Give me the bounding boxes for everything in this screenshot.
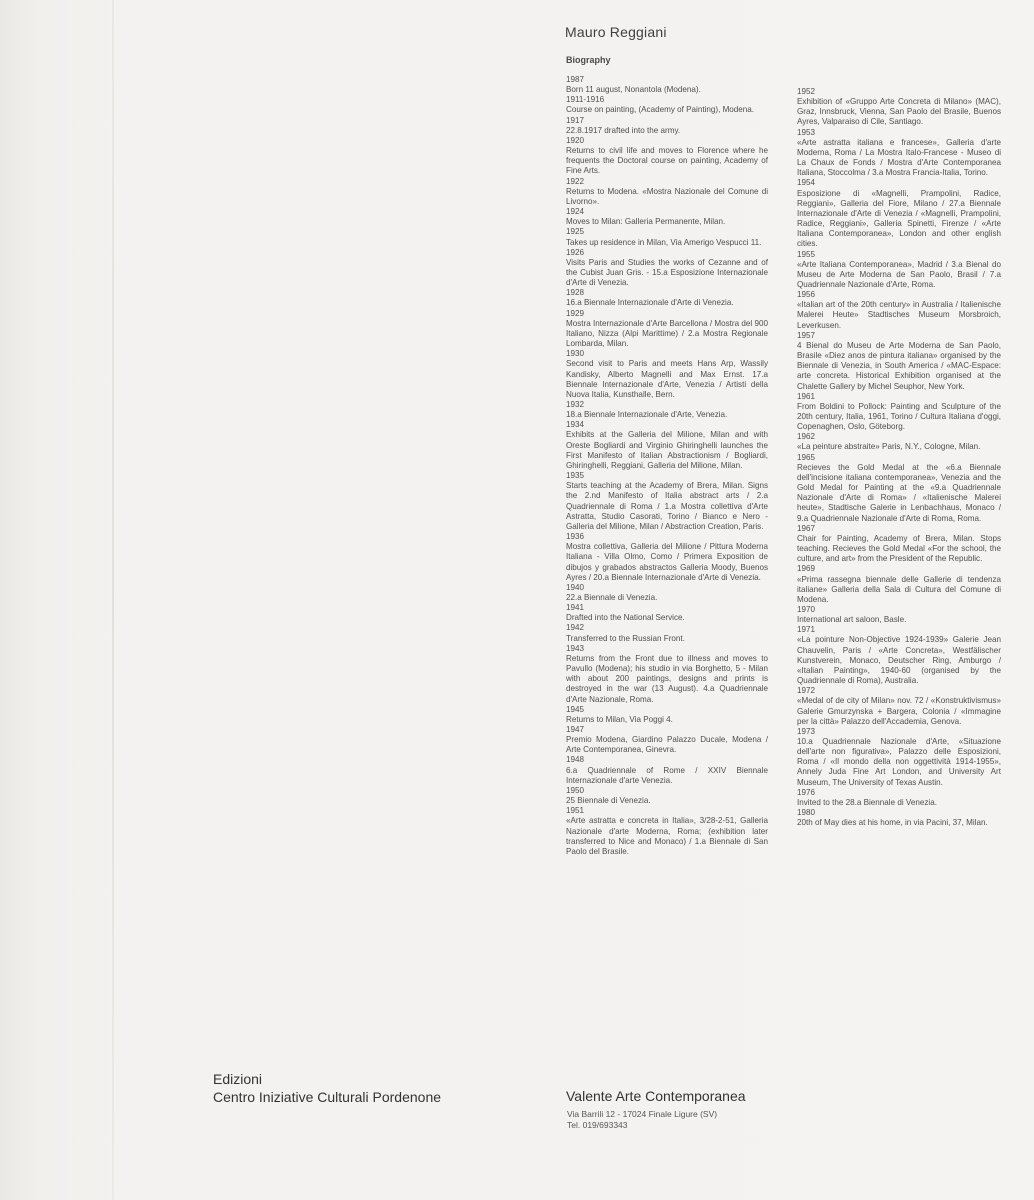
entry-text: From Boldini to Pollock: Painting and Sculpture of the 20th century, Italia, 1961, Torino / Cultura Italiana d'oggi, Copenaghen, Oslo, Göteborg. [797, 401, 1001, 432]
entry-text: Transferred to the Russian Front. [566, 633, 685, 643]
biography-entry [566, 95, 768, 115]
biography-entry [566, 755, 768, 785]
entry-year: 1961 [797, 391, 816, 401]
entry-text: Esposizione di «Magnelli, Prampolini, Radice, Reggiani», Galleria del Fiore, Milano / 27.a Biennale Internazionale d'Arte di Venezia / «Magnelli, Prampolini, Radice, Reggiani», Galleria Spinetti, Firenze / «Arte Italiana Contemporanea», London and other english cities. [797, 188, 1001, 249]
entry-text: Starts teaching at the Academy of Brera, Milan. Signs the 2.nd Manifesto of Italia abstract arts / 2.a Quadriennale di Roma / 1.a Mostra collettiva d'Arte Astratta, Studio Casorati, Torino / Bianco e Nero - Galleria del Milione, Milan / Abstraction Creation, Paris. [566, 481, 768, 531]
entry-year: 1911-1916 [566, 95, 605, 105]
biography-entry [797, 290, 1001, 331]
entry-text: 20th of May dies at his home, in via Pacini, 37, Milan. [797, 818, 988, 828]
entry-text: Chair for Painting, Academy of Brera, Milan. Stops teaching. Recieves the Gold Medal «For the school, the culture, and art» from the President of the Republic. [797, 533, 1001, 564]
biography-entry [566, 420, 768, 471]
gallery-contact [567, 1109, 717, 1130]
publisher-line-edizioni: Edizioni [213, 1071, 263, 1087]
entry-text: Moves to Milan: Galleria Permanente, Milan. [566, 217, 726, 227]
biography-heading: Biography [566, 55, 611, 65]
entry-text: Drafted into the National Service. [566, 613, 685, 623]
biography-entry [797, 453, 1001, 524]
entry-text: Mostra collettiva, Galleria del Milione / Pittura Moderna Italiana - Villa Olmo, Como / Primera Exposition de dibujos y grabados abstractos Galleria Moody, Buenos Ayres / 20.a Biennale Internazionale d'Arte di Venezia. [566, 542, 768, 582]
biography-entry [566, 705, 768, 725]
entry-text: Returns to civil life and moves to Florence where he frequents the Doctoral course on painting, Academy of Fine Arts. [566, 146, 768, 176]
biography-entry [566, 471, 768, 532]
biography-entry [797, 250, 1001, 291]
entry-text: Exhibition of «Gruppo Arte Concreta di Milano» (MAC), Graz, Innsbruck, Vienna, San Paolo del Brasile, Buenos Ayres, Valparaiso di Cile, Santiago. [797, 97, 1001, 127]
entry-text: «Prima rassegna biennale delle Gallerie di tendenza italiane» Galleria della Sala di Cultura del Comune di Modena. [797, 574, 1001, 604]
entry-text: «Arte Italiana Contemporanea», Madrid / 3.a Bienal do Museu de Arte Moderna de San Paolo, Brasil / 7.a Quadriennale Nazionale d'Arte, Roma. [797, 259, 1001, 289]
entry-text: Invited to the 28.a Biennale di Venezia. [797, 797, 937, 807]
entry-year: 1932 [566, 400, 585, 409]
biography-entry [566, 725, 768, 755]
entry-text: «Italian art of the 20th century» in Australia / Italienische Malerei Heute» Stadtisches Museum Morsbroich, Leverkusen. [797, 300, 1001, 330]
biography-entry [797, 727, 1001, 788]
entry-year: 1943 [566, 643, 585, 653]
entry-text: Exhibits at the Galleria del Milione, Milan and with Oreste Bogliardi and Virginio Ghiringhelli launches the First Manifesto of Italian Abstractionism / Bogliardi, Ghiringhelli, Reggiani, Galleria del Milione, Milan. [566, 430, 768, 470]
entry-year: 1972 [797, 686, 816, 696]
biography-entry [566, 288, 768, 308]
biography-column-right [797, 87, 1001, 828]
biography-entry [797, 524, 1001, 565]
entry-text: 18.a Biennale Internazionale d'Arte, Venezia. [566, 410, 728, 420]
entry-text: Returns from the Front due to illness and moves to Pavullo (Modena); his studio in via Borghetto, 5 - Milan with about 200 paintings, designs and prints is destroyed in the war (13 August). 4.a Quadriennale d'Arte Nazionale, Roma. [566, 653, 768, 704]
biography-entry [566, 207, 768, 227]
entry-year: 1924 [566, 207, 585, 217]
gallery-name: Valente Arte Contemporanea [566, 1088, 746, 1104]
biography-entry [797, 808, 1001, 828]
biography-entry [566, 349, 768, 400]
entry-text: «Arte astratta italiana e francese», Galleria d'arte Moderna, Roma / La Mostra Italo-Francese - Museo di La Chaux de Fonds / Mostra d'Arte Contemporanea Italiana, Stoccolma / 3.a Mostra Francia-Italia, Torino. [797, 137, 1001, 178]
biography-entry [797, 87, 1001, 128]
entry-year: 1980 [797, 808, 816, 818]
entry-text: Born 11 august, Nonantola (Modena). [566, 85, 701, 95]
entry-year: 1917 [566, 115, 585, 125]
biography-entry [566, 583, 768, 603]
entry-text: Course on painting, (Academy of Painting), Modena. [566, 105, 755, 115]
entry-year: 1976 [797, 787, 816, 797]
entry-year: 1945 [566, 704, 585, 714]
entry-year: 1930 [566, 349, 585, 359]
biography-entry [566, 136, 768, 177]
entry-year: 1928 [566, 288, 585, 298]
entry-year: 1971 [797, 625, 816, 635]
biography-entry [797, 788, 1001, 808]
entry-year: 1967 [797, 523, 816, 533]
biography-entry [566, 532, 768, 583]
entry-text: Premio Modena, Giardino Palazzo Ducale, Modena / Arte Contemporanea, Ginevra. [566, 735, 768, 755]
entry-year: 1941 [566, 603, 585, 613]
page-fold-shadow [112, 0, 114, 1200]
biography-entry [566, 177, 768, 207]
entry-year: 1929 [566, 308, 585, 318]
biography-entry [566, 603, 768, 623]
entry-year: 1957 [797, 330, 816, 340]
entry-year: 1987 [566, 75, 585, 84]
biography-entry [566, 786, 768, 806]
entry-year: 1970 [797, 604, 816, 614]
entry-year: 1969 [797, 564, 816, 574]
biography-entry [566, 116, 768, 136]
entry-year: 1948 [566, 755, 585, 765]
entry-year: 1940 [566, 582, 585, 592]
entry-text: 25 Biennale di Venezia. [566, 796, 651, 806]
entry-text: «Medal of de city of Milan» nov. 72 / «Konstruktivismus» Galerie Gmurzynska + Bargera, Colonia / «Immagine per la città» Palazzo dell'Accademia, Genova. [797, 696, 1001, 726]
biography-entry [797, 392, 1001, 433]
entry-year: 1947 [566, 725, 585, 734]
entry-year: 1962 [797, 432, 816, 442]
biography-entry [797, 625, 1001, 686]
entry-text: Mostra Internazionale d'Arte Barcellona / Mostra del 900 Italiano, Nizza (Alpi Marittime) / 2.a Mostra Regionale Lombarda, Milan. [566, 318, 768, 349]
entry-text: «La peinture abstraite» Paris, N.Y., Cologne, Milan. [797, 442, 981, 452]
gallery-address: Via Barrili 12 - 17024 Finale Ligure (SV) [567, 1109, 718, 1119]
entry-year: 1934 [566, 420, 585, 430]
entry-year: 1952 [797, 87, 816, 96]
entry-year: 1925 [566, 227, 585, 237]
entry-text: 6.a Quadriennale of Rome / XXIV Biennale Internazionale d'arte Venezia. [566, 765, 768, 785]
entry-text: Returns to Modena. «Mostra Nazionale del Comune di Livorno». [566, 186, 768, 206]
entry-year: 1953 [797, 127, 816, 137]
biography-entry [797, 331, 1001, 392]
entry-year: 1935 [566, 471, 585, 481]
entry-text: International art saloon, Basle. [797, 615, 907, 625]
biography-entry [797, 564, 1001, 605]
biography-entry [566, 644, 768, 705]
biography-entry [797, 178, 1001, 249]
entry-text: Takes up residence in Milan, Via Amerigo Vespucci 11. [566, 237, 762, 247]
biography-entry [566, 309, 768, 350]
biography-entry [797, 432, 1001, 452]
biography-column-left [566, 75, 768, 857]
biography-entry [566, 75, 768, 95]
entry-year: 1955 [797, 249, 816, 259]
entry-year: 1956 [797, 290, 816, 300]
biography-entry [566, 248, 768, 289]
artist-name-title: Mauro Reggiani [565, 24, 667, 40]
entry-text: Recieves the Gold Medal at the «6.a Biennale dell'incisione italiana contemporanea», Venezia and the Gold Medal for Painting at the «9.a Quadriennale Nazionale d'Arte di Roma» / «Italienische Malerei heute», Stadtische Galerie in Lenbachhaus, Monaco / 9.a Quadriennale Nazionale d'Arte di Roma, Roma. [797, 462, 1001, 523]
entry-text: 4 Bienal do Museu de Arte Moderna de San Paolo, Brasile «Diez anos de pintura italiana» organised by the Biennale di Venezia, in South America / «MAC-Espace: arte concreta. Historical Exhibition organised at the Chalette Gallery by Michel Seuphor, New York. [797, 340, 1001, 391]
entry-text: «La pointure Non-Objective 1924-1939» Galerie Jean Chauvelin, Paris / «Arte Concreta», Westfälischer Kunstverein, Monaco, Deutscher Ring, Amburgo / «Italian Painting», 1940-60 (organised by the Quadriennale di Roma), Australia. [797, 635, 1001, 686]
entry-text: 16.a Biennale Internazionale d'Arte di Venezia. [566, 298, 734, 308]
entry-text: Second visit to Paris and meets Hans Arp, Wassily Kandisky, Alberto Magnelli and Max Ernst. 17.a Biennale Internazionale d'Arte, Venezia / Artisti della Nuova Italia, Kunsthalle, Bern. [566, 359, 768, 399]
entry-year: 1954 [797, 178, 816, 188]
biography-entry [566, 806, 768, 857]
biography-entry [566, 623, 768, 643]
entry-year: 1920 [566, 135, 585, 145]
entry-year: 1950 [566, 785, 585, 795]
biography-entry [566, 227, 768, 247]
publisher-block [213, 1070, 441, 1106]
entry-year: 1942 [566, 623, 585, 633]
entry-text: 22.a Biennale di Venezia. [566, 592, 658, 602]
publisher-line-name: Centro Iniziative Culturali Pordenone [213, 1089, 442, 1105]
entry-year: 1951 [566, 806, 585, 816]
biography-entry [797, 686, 1001, 727]
entry-year: 1926 [566, 247, 585, 257]
entry-text: 10.a Quadriennale Nazionale d'Arte, «Situazione dell'arte non figurativa», Palazzo delle Esposizioni, Roma / «Il mondo della non oggettività 1914-1955», Annely Juda Fine Art London, and University Art Museum, The University of Texas Austin. [797, 737, 1001, 787]
entry-year: 1965 [797, 452, 816, 462]
biography-entry [797, 605, 1001, 625]
entry-text: Returns to Milan, Via Poggi 4. [566, 714, 673, 724]
entry-year: 1973 [797, 726, 816, 736]
gallery-phone: Tel. 019/693343 [567, 1119, 628, 1130]
entry-year: 1936 [566, 532, 585, 542]
entry-year: 1922 [566, 176, 585, 186]
entry-text: Visits Paris and Studies the works of Cezanne and of the Cubist Juan Gris. - 15.a Esposizione Internazionale d'Arte di Venezia. [566, 257, 768, 288]
entry-text: 22.8.1917 drafted into the army. [566, 125, 681, 135]
biography-entry [566, 400, 768, 420]
biography-entry [797, 128, 1001, 179]
entry-text: «Arte astratta e concreta in Italia», 3/28-2-51, Galleria Nazionale d'arte Moderna, Roma; (exhibition later transferred to Nice and Monaco) / 1.a Biennale di San Paolo del Brasile. [566, 816, 768, 856]
